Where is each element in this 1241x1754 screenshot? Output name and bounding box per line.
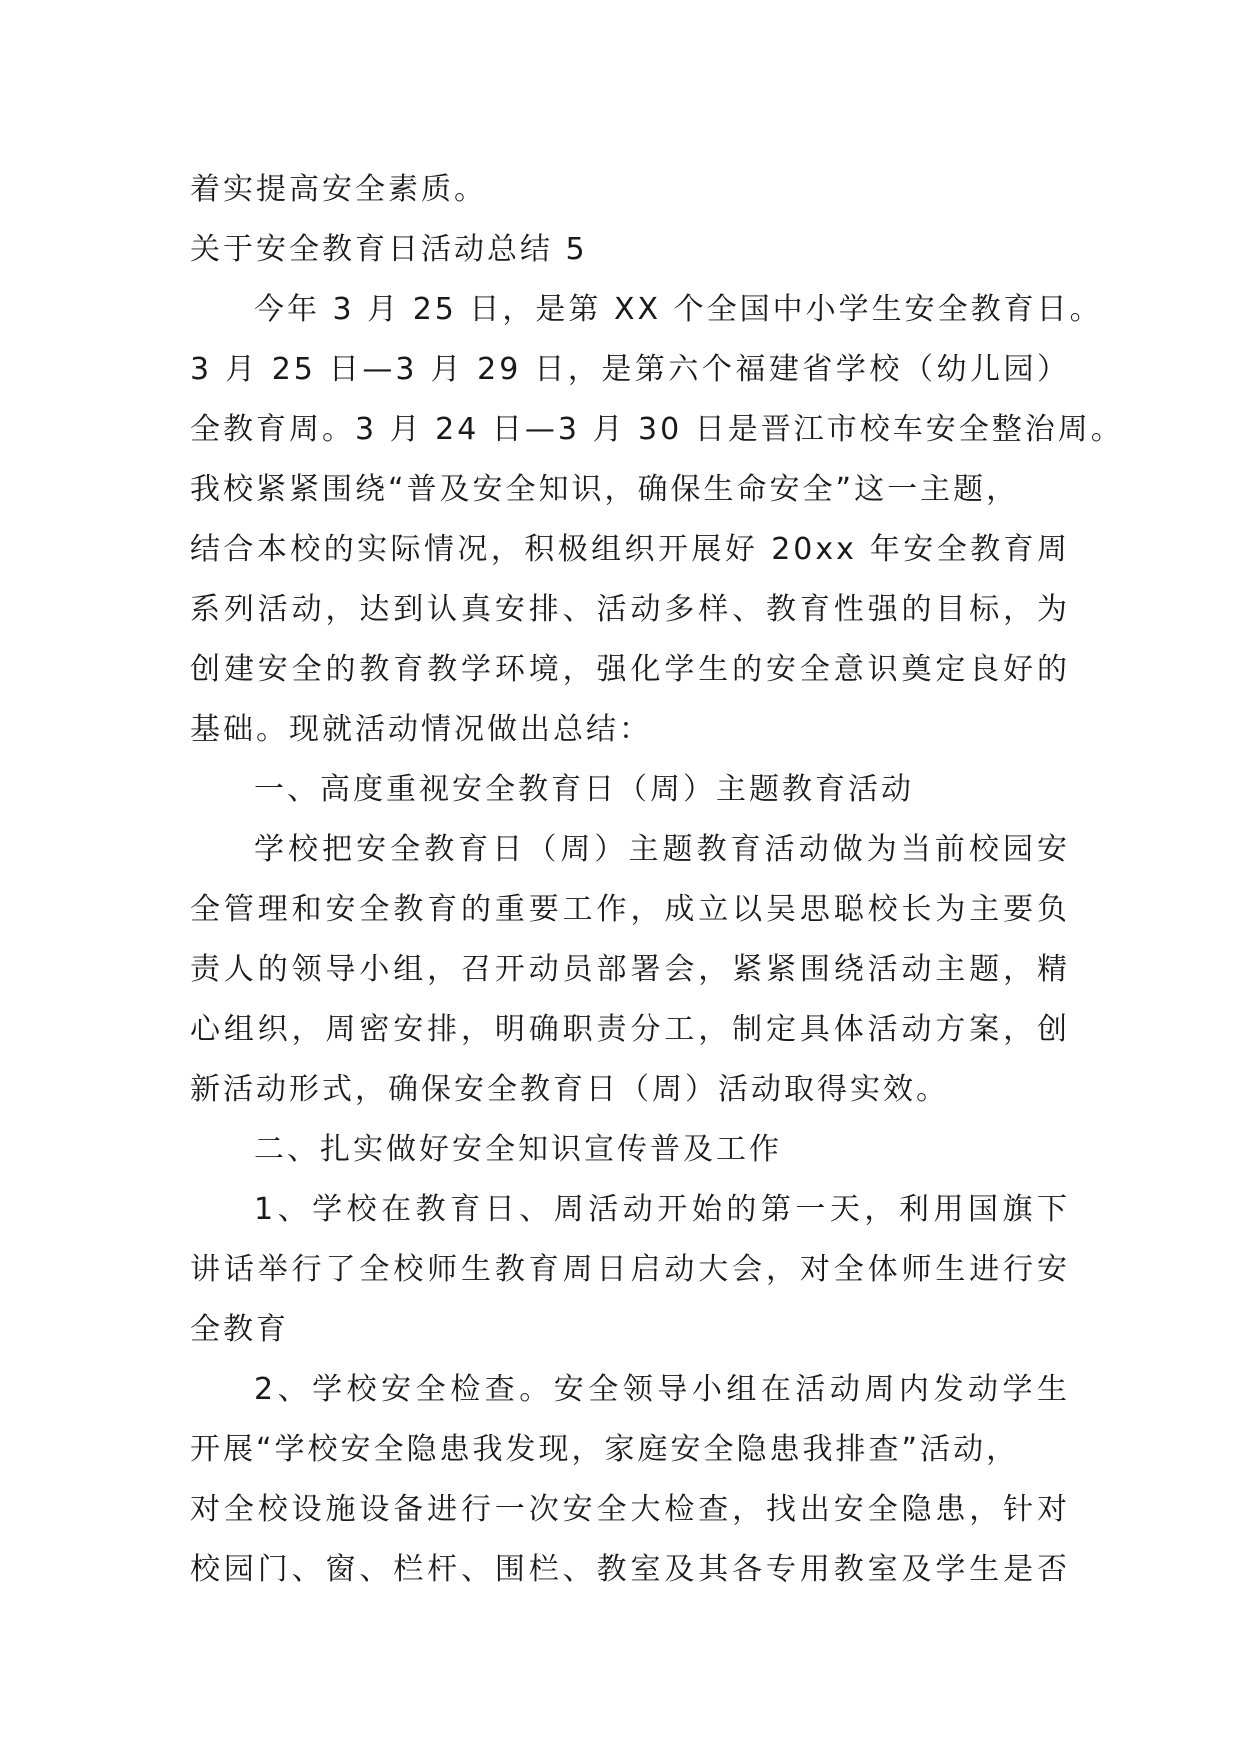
text-line: 着实提高安全素质。 — [190, 172, 487, 207]
text-line: 3 月 25 日—3 月 29 日，是第六个福建省学校（幼儿园） — [190, 352, 1070, 387]
text-line: 学校把安全教育日（周）主题教育活动做为当前校园安 — [254, 832, 1070, 867]
text-line: 全教育 — [190, 1312, 289, 1347]
text-line: 创建安全的教育教学环境，强化学生的安全意识奠定良好的 — [190, 652, 1070, 687]
text-line: 系列活动，达到认真安排、活动多样、教育性强的目标，为 — [190, 592, 1070, 627]
text-line: 全管理和安全教育的重要工作，成立以吴思聪校长为主要负 — [190, 892, 1070, 927]
subheading-line: 二、扎实做好安全知识宣传普及工作 — [254, 1132, 782, 1167]
text-line: 1、学校在教育日、周活动开始的第一天，利用国旗下 — [254, 1192, 1070, 1227]
section-heading: 关于安全教育日活动总结 5 — [190, 232, 588, 267]
text-line: 我校紧紧围绕“普及安全知识，确保生命安全”这一主题， — [190, 472, 1020, 507]
text-line: 今年 3 月 25 日，是第 XX 个全国中小学生安全教育日。 — [254, 292, 1103, 327]
text-line: 心组织，周密安排，明确职责分工，制定具体活动方案，创 — [190, 1012, 1070, 1047]
text-line: 讲话举行了全校师生教育周日启动大会，对全体师生进行安 — [190, 1252, 1070, 1287]
subheading-line: 一、高度重视安全教育日（周）主题教育活动 — [254, 772, 914, 807]
document-body — [190, 160, 1124, 1600]
text-line: 全教育周。3 月 24 日—3 月 30 日是晋江市校车安全整治周。 — [190, 412, 1124, 447]
text-line: 结合本校的实际情况，积极组织开展好 20xx 年安全教育周 — [190, 532, 1070, 567]
text-line: 校园门、窗、栏杆、围栏、教室及其各专用教室及学生是否 — [190, 1552, 1070, 1587]
text-line: 对全校设施设备进行一次安全大检查，找出安全隐患，针对 — [190, 1492, 1070, 1527]
text-line: 基础。现就活动情况做出总结： — [190, 712, 652, 747]
text-line: 2、学校安全检查。安全领导小组在活动周内发动学生 — [254, 1372, 1070, 1407]
text-line: 责人的领导小组，召开动员部署会，紧紧围绕活动主题，精 — [190, 952, 1070, 987]
text-line: 开展“学校安全隐患我发现，家庭安全隐患我排查”活动， — [190, 1432, 1020, 1467]
text-line: 新活动形式，确保安全教育日（周）活动取得实效。 — [190, 1072, 949, 1107]
